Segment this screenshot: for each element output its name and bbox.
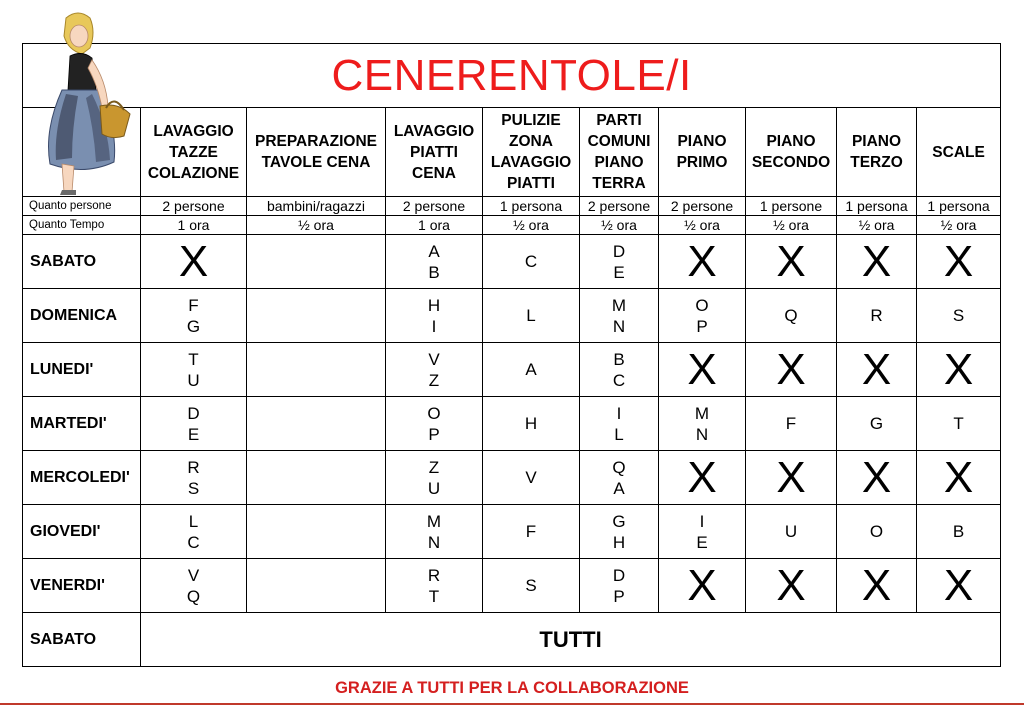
assignment-cell (483, 289, 580, 343)
assignment-cell-text: B C (612, 349, 626, 390)
assignment-cell (917, 451, 1001, 505)
assignment-cell (483, 505, 580, 559)
assignment-cell-text: Q (784, 306, 798, 325)
day-label (23, 235, 141, 289)
header-col-0-text: LAVAGGIO TAZZE COLAZIONE (147, 122, 240, 182)
time-cell (386, 216, 483, 235)
header-col-5 (659, 108, 746, 197)
assignment-cell (386, 559, 483, 613)
assignment-cell-text: U (784, 522, 798, 541)
final-all-cell: TUTTI (141, 613, 1001, 667)
assignment-cell-text: H (524, 414, 538, 433)
persons-cell (580, 197, 659, 216)
assignment-cell (917, 559, 1001, 613)
assignment-cell (837, 289, 917, 343)
day-label-text: GIOVEDI' (30, 523, 101, 540)
assignment-cell-text: I L (614, 403, 624, 444)
persons-cell (746, 197, 837, 216)
assignment-cell (659, 451, 746, 505)
assignment-cell (746, 451, 837, 505)
day-label (23, 289, 141, 343)
persons-row (23, 197, 1001, 216)
assignment-cell-text: T U (187, 349, 200, 390)
assignment-cell-text: X (687, 452, 717, 502)
footer-divider (0, 703, 1024, 705)
assignment-cell-text: T (953, 414, 964, 433)
day-label-text: MERCOLEDI' (30, 469, 130, 486)
assignment-cell (746, 559, 837, 613)
time-cell-text: ½ ora (601, 217, 637, 233)
assignment-cell-text: S (952, 306, 965, 325)
persons-label: Quanto persone (23, 197, 141, 216)
assignment-cell-text: A (525, 360, 537, 379)
day-label-text: MARTEDI' (30, 415, 107, 432)
header-col-6 (746, 108, 837, 197)
assignment-cell (580, 505, 659, 559)
assignment-cell (247, 559, 386, 613)
day-label (23, 397, 141, 451)
assignment-cell-text: D E (187, 403, 200, 444)
persons-cell-text: 1 persona (499, 198, 563, 214)
assignment-cell-text: Q A (612, 457, 626, 498)
assignment-cell-text: H I (427, 295, 441, 336)
day-row (23, 343, 1001, 397)
assignment-cell (580, 289, 659, 343)
assignment-cell (917, 397, 1001, 451)
assignment-cell (837, 559, 917, 613)
assignment-cell-text: M N (611, 295, 627, 336)
time-label: Quanto Tempo (23, 216, 141, 235)
assignment-cell (483, 559, 580, 613)
persons-cell-text: 1 persona (845, 198, 908, 214)
assignment-cell (141, 559, 247, 613)
assignment-cell-text: X (943, 560, 974, 610)
assignment-cell (746, 235, 837, 289)
assignment-cell-text: O P (695, 295, 709, 336)
assignment-cell (247, 289, 386, 343)
day-row (23, 559, 1001, 613)
assignment-cell-text: Z U (427, 457, 441, 498)
assignment-cell (746, 397, 837, 451)
footer-thanks: GRAZIE A TUTTI PER LA COLLABORAZIONE (335, 679, 689, 697)
time-cell-text: ½ ora (298, 217, 334, 233)
day-label (23, 343, 141, 397)
assignment-cell (141, 397, 247, 451)
header-col-8-text: SCALE (932, 143, 985, 161)
time-cell (141, 216, 247, 235)
assignment-cell (141, 505, 247, 559)
assignment-cell (483, 451, 580, 505)
day-label-text: DOMENICA (30, 307, 118, 324)
assignment-cell (746, 505, 837, 559)
persons-cell (247, 197, 386, 216)
header-col-1-text: PREPARAZIONE TAVOLE CENA (254, 133, 377, 171)
assignment-cell-text: G (869, 414, 884, 433)
day-label (23, 505, 141, 559)
assignment-cell-text: I E (696, 511, 708, 552)
assignment-cell (247, 397, 386, 451)
header-col-1 (247, 108, 386, 197)
days-body (23, 235, 1001, 613)
assignment-cell (580, 451, 659, 505)
persons-cell (141, 197, 247, 216)
assignment-cell-text: V (525, 468, 537, 487)
assignment-cell-text: O (869, 522, 884, 541)
time-cell (746, 216, 837, 235)
assignment-cell-text: X (861, 344, 892, 394)
assignment-cell (837, 343, 917, 397)
assignment-cell (386, 505, 483, 559)
assignment-cell (746, 289, 837, 343)
day-row (23, 235, 1001, 289)
assignment-cell-text: F (785, 414, 797, 433)
persons-cell-text: 2 persone (670, 198, 734, 214)
assignment-cell-text: X (776, 236, 806, 286)
time-cell (580, 216, 659, 235)
persons-cell (659, 197, 746, 216)
assignment-cell-text: X (687, 344, 717, 394)
assignment-cell-text: M N (694, 403, 710, 444)
assignment-cell-text: X (178, 236, 209, 286)
header-col-4-text: PARTI COMUNI PIANO TERRA (587, 112, 651, 192)
assignment-cell (580, 397, 659, 451)
assignment-cell-text: R (870, 306, 883, 325)
assignment-cell (247, 343, 386, 397)
assignment-cell (386, 397, 483, 451)
assignment-cell (659, 235, 746, 289)
assignment-cell (580, 343, 659, 397)
assignment-cell (141, 235, 247, 289)
persons-cell (917, 197, 1001, 216)
time-cell (837, 216, 917, 235)
time-cell-text: ½ ora (513, 217, 549, 233)
time-cell (917, 216, 1001, 235)
persons-cell-text: 1 persone (759, 198, 823, 214)
persons-cell-text: 1 persona (927, 198, 990, 214)
assignment-cell (917, 343, 1001, 397)
assignment-cell-text: X (776, 344, 806, 394)
header-col-6-text: PIANO SECONDO (751, 133, 831, 171)
assignment-cell-text: M N (426, 511, 442, 552)
assignment-cell (659, 559, 746, 613)
assignment-cell (483, 235, 580, 289)
assignment-cell (917, 289, 1001, 343)
assignment-cell (659, 505, 746, 559)
assignment-cell-text: S (525, 576, 537, 595)
assignment-cell-text: B (952, 522, 965, 541)
assignment-cell-text: X (687, 560, 717, 610)
assignment-cell (141, 451, 247, 505)
schedule-sheet (22, 43, 1000, 667)
assignment-cell-text: X (776, 560, 806, 610)
assignment-cell (580, 559, 659, 613)
time-cell (659, 216, 746, 235)
time-cell (483, 216, 580, 235)
header-col-3 (483, 108, 580, 197)
assignment-cell (659, 343, 746, 397)
assignment-cell-text: A B (428, 241, 440, 282)
assignment-cell (659, 289, 746, 343)
assignment-cell (247, 235, 386, 289)
persons-cell-text: bambini/ragazzi (266, 198, 366, 214)
time-cell-text: ½ ora (684, 217, 720, 233)
header-col-7 (837, 108, 917, 197)
header-col-8 (917, 108, 1001, 197)
assignment-cell-text: D P (612, 565, 626, 606)
page-title: CENERENTOLE/I (23, 44, 1001, 108)
time-cell-text: 1 ora (177, 217, 210, 233)
assignment-cell-text: O P (427, 403, 441, 444)
assignment-cell-text: V Q (186, 565, 201, 606)
header-col-4 (580, 108, 659, 197)
header-row (23, 108, 1001, 197)
assignment-cell-text: L C (187, 511, 200, 552)
cinderella-illustration (26, 10, 136, 196)
assignment-cell (386, 235, 483, 289)
header-col-7-text: PIANO TERZO (850, 133, 903, 171)
assignment-cell (917, 505, 1001, 559)
assignment-cell-text: X (943, 452, 974, 502)
header-col-3-text: PULIZIE ZONA LAVAGGIO PIATTI (490, 112, 572, 192)
assignment-cell-text: L (526, 306, 536, 325)
assignment-cell (247, 451, 386, 505)
assignment-cell-text: V Z (428, 349, 440, 390)
assignment-cell-text: C (524, 252, 538, 271)
assignment-cell-text: X (861, 452, 892, 502)
assignment-cell-text: R S (187, 457, 200, 498)
assignment-cell (386, 289, 483, 343)
time-cell (247, 216, 386, 235)
assignment-cell (386, 451, 483, 505)
assignment-cell-text: G H (612, 511, 626, 552)
assignment-cell-text: X (687, 236, 717, 286)
day-label-text: SABATO (30, 253, 97, 270)
day-label-text: LUNEDI' (30, 361, 94, 378)
day-row (23, 451, 1001, 505)
assignment-cell (483, 343, 580, 397)
header-col-5-text: PIANO PRIMO (676, 133, 728, 171)
time-cell-text: ½ ora (858, 217, 895, 233)
header-col-0 (141, 108, 247, 197)
assignment-cell-text: X (776, 452, 806, 502)
day-row (23, 289, 1001, 343)
assignment-cell (580, 235, 659, 289)
final-row (23, 613, 1001, 667)
assignment-cell (247, 505, 386, 559)
assignment-cell (483, 397, 580, 451)
assignment-cell-text: X (861, 560, 892, 610)
assignment-cell-text: X (943, 236, 974, 286)
day-label (23, 559, 141, 613)
assignment-cell (917, 235, 1001, 289)
assignment-cell (141, 343, 247, 397)
time-cell-text: ½ ora (940, 217, 977, 233)
assignment-cell-text: F (525, 522, 537, 541)
assignment-cell (837, 397, 917, 451)
final-day-label: SABATO (23, 613, 141, 667)
assignment-cell (386, 343, 483, 397)
assignment-cell-text: X (861, 236, 892, 286)
assignment-cell-text: F G (186, 295, 201, 336)
assignment-cell-text: D E (612, 241, 626, 282)
persons-cell (837, 197, 917, 216)
header-col-2-text: LAVAGGIO PIATTI CENA (393, 122, 475, 182)
day-row (23, 505, 1001, 559)
assignment-cell (837, 451, 917, 505)
assignment-cell (141, 289, 247, 343)
time-cell-text: ½ ora (773, 217, 809, 233)
persons-cell-text: 2 persone (587, 198, 651, 214)
persons-cell (386, 197, 483, 216)
schedule-table (22, 43, 1001, 667)
assignment-cell (746, 343, 837, 397)
assignment-cell-text: X (943, 344, 974, 394)
assignment-cell (659, 397, 746, 451)
persons-cell-text: 2 persone (162, 198, 225, 214)
day-label-text: VENERDI' (30, 577, 105, 594)
time-row (23, 216, 1001, 235)
header-col-2 (386, 108, 483, 197)
assignment-cell (837, 235, 917, 289)
persons-cell (483, 197, 580, 216)
day-label (23, 451, 141, 505)
assignment-cell-text: R T (427, 565, 441, 606)
assignment-cell (837, 505, 917, 559)
persons-cell-text: 2 persone (402, 198, 466, 214)
day-row (23, 397, 1001, 451)
time-cell-text: 1 ora (418, 217, 450, 233)
